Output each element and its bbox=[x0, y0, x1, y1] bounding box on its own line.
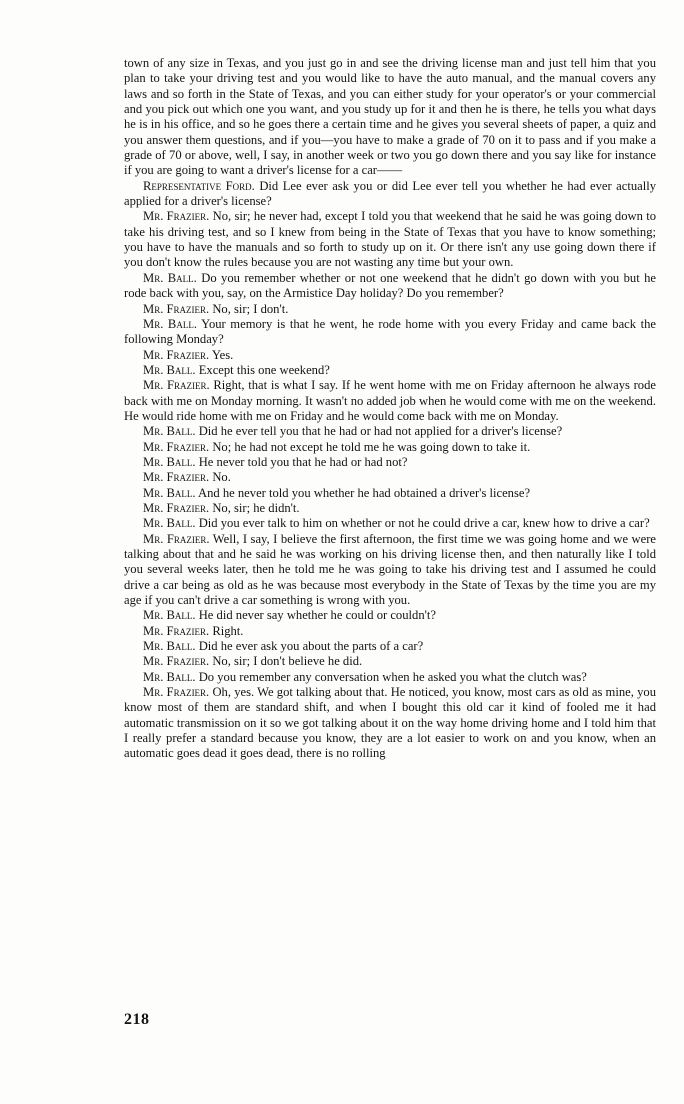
transcript-paragraph bbox=[124, 209, 656, 270]
speaker-name: Mr. Ball. bbox=[143, 516, 196, 531]
spoken-text: Did you ever talk to him on whether or not he could drive a car, knew how to drive a car? bbox=[198, 516, 650, 531]
transcript-paragraph bbox=[124, 378, 656, 424]
spoken-text: Yes. bbox=[211, 347, 234, 362]
speaker-name: Representative Ford. bbox=[143, 178, 255, 193]
spoken-text: No, sir; he never had, except I told you that weekend that he said he was going down to take his driving test, and so I knew from being in the State of Texas that you have to know something; you have to have the manuals and so forth to study up on it. Or there isn't any use going down there if you don't know the rules because you are not wasting any time but your own. bbox=[124, 209, 657, 270]
transcript-paragraph bbox=[124, 440, 656, 455]
speaker-name: Mr. Frazier. bbox=[143, 623, 210, 638]
speaker-name: Mr. Ball. bbox=[143, 316, 197, 331]
spoken-text: And he never told you whether he had obtained a driver's license? bbox=[198, 485, 531, 500]
speaker-name: Mr. Ball. bbox=[143, 454, 196, 469]
speaker-name: Mr. Ball. bbox=[143, 424, 196, 439]
transcript-text bbox=[124, 56, 656, 762]
speaker-name: Mr. Ball. bbox=[143, 362, 196, 377]
spoken-text: No, sir; he didn't. bbox=[212, 500, 300, 515]
transcript-paragraph bbox=[124, 317, 656, 348]
speaker-name: Mr. Frazier. bbox=[143, 209, 210, 224]
speaker-name: Mr. Frazier. bbox=[143, 439, 210, 454]
speaker-name: Mr. Frazier. bbox=[143, 654, 210, 669]
spoken-text: No, sir; I don't believe he did. bbox=[212, 654, 363, 669]
speaker-name: Mr. Ball. bbox=[143, 608, 196, 623]
spoken-text: He never told you that he had or had not? bbox=[198, 454, 408, 469]
transcript-paragraph bbox=[124, 639, 656, 654]
speaker-name: Mr. Frazier. bbox=[143, 531, 210, 546]
spoken-text: No; he had not except he told me he was going down to take it. bbox=[212, 439, 531, 454]
speaker-name: Mr. Frazier. bbox=[143, 685, 210, 700]
speaker-name: Mr. Frazier. bbox=[143, 347, 210, 362]
transcript-paragraph bbox=[124, 271, 656, 302]
transcript-paragraph bbox=[124, 685, 656, 762]
speaker-name: Mr. Frazier. bbox=[143, 378, 210, 393]
transcript-paragraph bbox=[124, 363, 656, 378]
page-number: 218 bbox=[124, 1011, 150, 1028]
transcript-paragraphs bbox=[124, 179, 656, 762]
speaker-name: Mr. Frazier. bbox=[143, 470, 210, 485]
spoken-text: Your memory is that he went, he rode home with you every Friday and came back the following Monday? bbox=[124, 316, 657, 347]
spoken-text: Did Lee ever ask you or did Lee ever tell you whether he had ever actually applied for a driver's license? bbox=[124, 178, 657, 209]
spoken-text: Well, I say, I believe the first afternoon, the first time we was going home and we were talking about that and he said he was working on his driving license then, and then naturally like I told you several weeks later, then he told me he was going to take his driving test and I assumed he could drive a car being as old as he was because most everybody in the State of Texas by the time you are my age if you can't drive a car something is wrong with you. bbox=[124, 531, 656, 608]
spoken-text: Do you remember any conversation when he asked you what the clutch was? bbox=[198, 669, 587, 684]
spoken-text: Right, that is what I say. If he went home with me on Friday afternoon he always rode back with me on Monday morning. It wasn't no added job when he would come with me on the weekend. He would ride home with me on Friday and he would come back with me on Monday. bbox=[124, 378, 656, 423]
transcript-paragraph bbox=[124, 348, 656, 363]
spoken-text: He did never say whether he could or couldn't? bbox=[198, 608, 436, 623]
transcript-paragraph bbox=[124, 516, 656, 531]
speaker-name: Mr. Ball. bbox=[143, 639, 196, 654]
spoken-text: Did he ever ask you about the parts of a car? bbox=[198, 639, 424, 654]
speaker-name: Mr. Frazier. bbox=[143, 500, 210, 515]
spoken-text: Oh, yes. We got talking about that. He noticed, you know, most cars as old as mine, you know most of them are standard shift, and when I bought this old car it kind of fooled me it had automatic transmission on it so we got talking about it on the way home driving home and I told him that I really prefer a standard because you know, they are a lot easier to work on and you know, when an automatic goes dead it goes dead, there is no rolling bbox=[124, 685, 656, 761]
speaker-name: Mr. Ball. bbox=[143, 485, 196, 500]
spoken-text: Except this one weekend? bbox=[198, 362, 330, 377]
speaker-name: Mr. Frazier. bbox=[143, 301, 210, 316]
transcript-paragraph bbox=[124, 501, 656, 516]
transcript-paragraph bbox=[124, 486, 656, 501]
transcript-paragraph bbox=[124, 624, 656, 639]
transcript-paragraph bbox=[124, 179, 656, 210]
transcript-paragraph bbox=[124, 532, 656, 609]
transcript-paragraph bbox=[124, 670, 656, 685]
transcript-paragraph bbox=[124, 424, 656, 439]
transcript-paragraph bbox=[124, 302, 656, 317]
transcript-paragraph bbox=[124, 455, 656, 470]
continued-paragraph: town of any size in Texas, and you just go in and see the driving license man and just tell him that you plan to take your driving test and you would like to have the auto manual, and the manual covers any laws and so forth in the State of Texas, and you can either study for your operator's or your commercial and you pick out which one you want, and you study up for it and then he is there, he tells you what days he is in his office, and so he goes there a certain time and he gives you several sheets of paper, a quiz and you answer them questions, and if you—you have to make a grade of 70 on it to pass and if you make a grade of 70 or above, well, I say, in another week or two you go down there and you say like for instance if you are going to want a driver's license for a car—— bbox=[124, 56, 656, 178]
spoken-text: Did he ever tell you that he had or had not applied for a driver's license? bbox=[198, 424, 563, 439]
transcript-paragraph bbox=[124, 654, 656, 669]
spoken-text: Right. bbox=[212, 623, 244, 638]
spoken-text: No, sir; I don't. bbox=[212, 301, 289, 316]
speaker-name: Mr. Ball. bbox=[143, 669, 196, 684]
spoken-text: Do you remember whether or not one weekend that he didn't go down with you but he rode back with you, say, on the Armistice Day holiday? Do you remember? bbox=[124, 270, 656, 301]
spoken-text: No. bbox=[212, 470, 231, 485]
transcript-paragraph bbox=[124, 470, 656, 485]
transcript-paragraph bbox=[124, 608, 656, 623]
speaker-name: Mr. Ball. bbox=[143, 270, 197, 285]
